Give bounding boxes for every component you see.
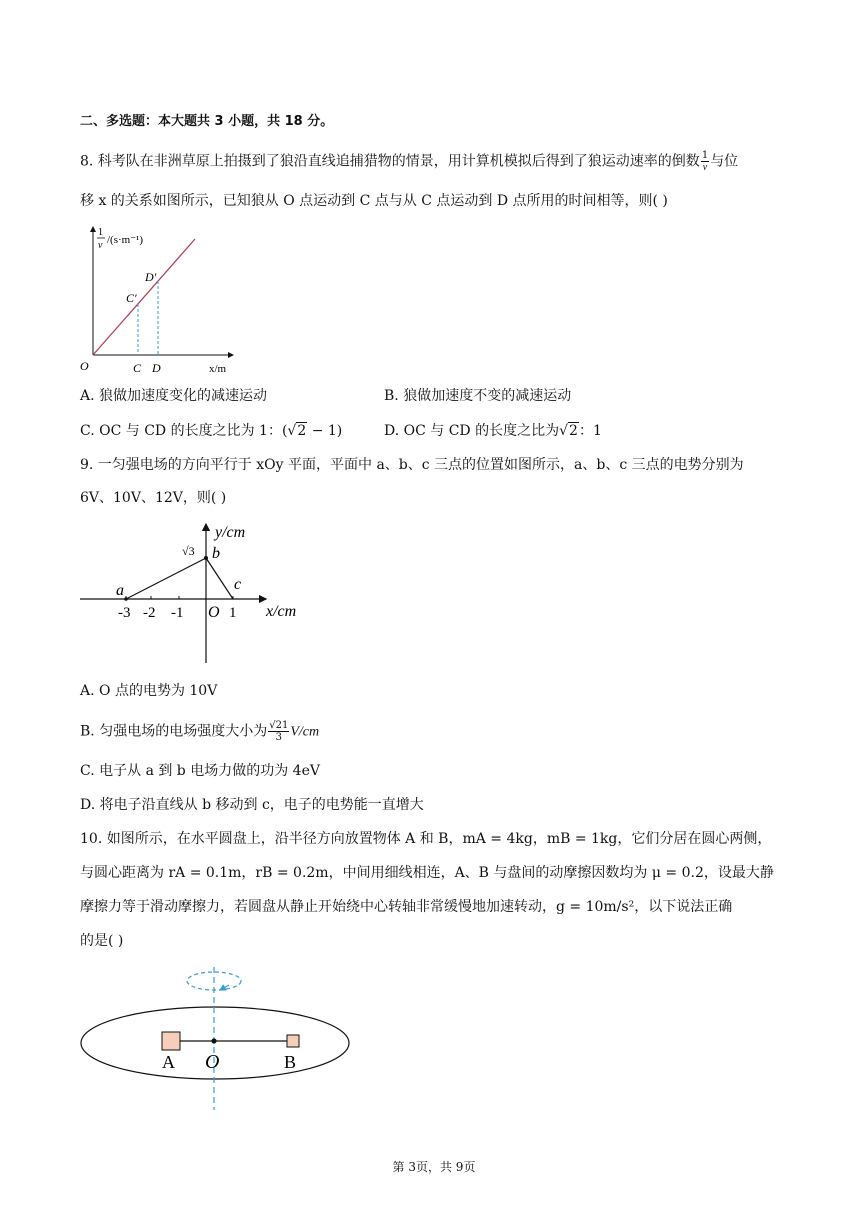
q8-point-d-prime: D′ bbox=[145, 270, 157, 284]
q9-stem-line2: 6V、10V、12V，则( ) bbox=[80, 490, 227, 506]
q10-stem-line2: 与圆心距离为 rA = 0.1m，rB = 0.2m，中间用细线相连，A、B 与盘间的动摩擦因数均为 μ = 0.2，设最大静 bbox=[80, 865, 774, 881]
q9-point-a: a bbox=[116, 582, 124, 599]
q9-point-b-dot bbox=[204, 556, 208, 560]
q8-option-d-text-b: ：1 bbox=[578, 423, 602, 439]
q9-segment-bc bbox=[206, 558, 233, 599]
block-a bbox=[162, 1032, 180, 1050]
q9-option-a: A. O 点的电势为 10V bbox=[80, 683, 218, 699]
label-b: B bbox=[284, 1052, 297, 1072]
q9-stem-line1: 9. 一匀强电场的方向平行于 xOy 平面，平面中 a、b、c 三点的位置如图所示，a、b、c 三点的电势分别为 bbox=[80, 457, 744, 473]
q9-tick-label-m3: -3 bbox=[118, 605, 131, 621]
label-a: A bbox=[162, 1052, 175, 1072]
q9-tick-label-m2: -2 bbox=[143, 605, 156, 621]
q8-stem-line1 bbox=[80, 150, 738, 173]
frac-numerator: 1 bbox=[701, 150, 709, 161]
q8-option-a: A. 狼做加速度变化的减速运动 bbox=[80, 388, 268, 404]
frac-denominator: v bbox=[702, 162, 708, 173]
q8-ylabel-den: v bbox=[98, 240, 103, 251]
q9-point-c: c bbox=[234, 576, 242, 593]
q9-x-label: x/cm bbox=[266, 603, 297, 620]
q9-segment-ab bbox=[126, 558, 206, 599]
q8-option-c-text-b: − 1) bbox=[307, 423, 343, 439]
q9-y-label: y/cm bbox=[215, 524, 246, 541]
q8-option-c-text-a: C. OC 与 CD 的长度之比为 1：( bbox=[80, 423, 288, 439]
q9-option-b-fraction bbox=[268, 720, 289, 743]
q10-graph bbox=[76, 964, 356, 1114]
disc-center-dot bbox=[211, 1038, 216, 1043]
q10-stem-line4: 的是( ) bbox=[80, 933, 124, 949]
q8-ylabel-unit: /(s·m⁻¹) bbox=[107, 234, 143, 246]
section-heading: 二、多选题：本大题共 3 小题，共 18 分。 bbox=[80, 114, 334, 129]
q8-option-c bbox=[80, 421, 342, 441]
q8-stem-line2: 移 x 的关系如图所示，已知狼从 O 点运动到 C 点与从 C 点运动到 D 点所用的时间相等，则( ) bbox=[80, 193, 668, 209]
q8-origin: O bbox=[80, 359, 89, 373]
q9-option-b-text-a: B. 匀强电场的电场强度大小为 bbox=[80, 723, 268, 740]
q9-point-a-dot bbox=[124, 597, 128, 601]
sqrt-radicand: 2 bbox=[569, 423, 578, 439]
q9-sqrt3-label: √3 bbox=[182, 544, 195, 558]
q9-origin: O bbox=[208, 604, 220, 621]
q9-option-c: C. 电子从 a 到 b 电场力做的功为 4eV bbox=[80, 763, 320, 779]
q8-option-d-sqrt: √2 bbox=[559, 423, 578, 439]
q8-inverse-v-fraction bbox=[701, 150, 709, 173]
q10-stem-line3: 摩擦力等于滑动摩擦力，若圆盘从静止开始绕中心转轴非常缓慢地加速转动，g = 10m/s²，以下说法正确 bbox=[80, 899, 733, 915]
q10-stem-line1: 10. 如图所示，在水平圆盘上，沿半径方向放置物体 A 和 B，mA = 4kg，mB = 1kg，它们分居在圆心两侧， bbox=[80, 831, 772, 847]
q8-option-d bbox=[384, 421, 602, 441]
q8-option-d-text-a: D. OC 与 CD 的长度之比为 bbox=[384, 423, 560, 439]
q8-point-d: D bbox=[152, 361, 161, 375]
q9-point-b: b bbox=[212, 545, 220, 562]
q9-tick-label-1: 1 bbox=[229, 605, 237, 621]
q8-point-c-prime: C′ bbox=[126, 291, 137, 305]
q8-stem-b: 与位 bbox=[710, 153, 739, 170]
block-b bbox=[287, 1035, 299, 1047]
q9-graph bbox=[76, 518, 316, 666]
label-o: O bbox=[205, 1051, 220, 1073]
q8-option-b: B. 狼做加速度不变的减速运动 bbox=[384, 388, 572, 404]
q9-tick-label-m1: -1 bbox=[171, 605, 184, 621]
frac-numerator: √21 bbox=[269, 720, 289, 731]
q8-graph bbox=[78, 222, 248, 377]
sqrt-radicand: 2 bbox=[297, 423, 307, 439]
q8-stem-a: 8. 科考队在非洲草原上拍摄到了狼沿直线追捕猎物的情景，用计算机模拟后得到了狼运动速率的倒数 bbox=[80, 153, 700, 170]
frac-denominator: 3 bbox=[275, 732, 282, 743]
q8-graph-line bbox=[93, 239, 195, 355]
q8-x-label: x/m bbox=[209, 363, 227, 375]
q8-option-c-sqrt: √2 bbox=[287, 423, 307, 439]
q8-ylabel-num: 1 bbox=[98, 227, 103, 238]
q9-option-b bbox=[80, 720, 319, 743]
page-number: 第 3页，共 9页 bbox=[392, 1160, 476, 1174]
q9-option-d: D. 将电子沿直线从 b 移动到 c，电子的电势能一直增大 bbox=[80, 797, 424, 813]
q8-point-c: C bbox=[133, 361, 142, 375]
q9-option-b-unit: V/cm bbox=[290, 724, 320, 740]
